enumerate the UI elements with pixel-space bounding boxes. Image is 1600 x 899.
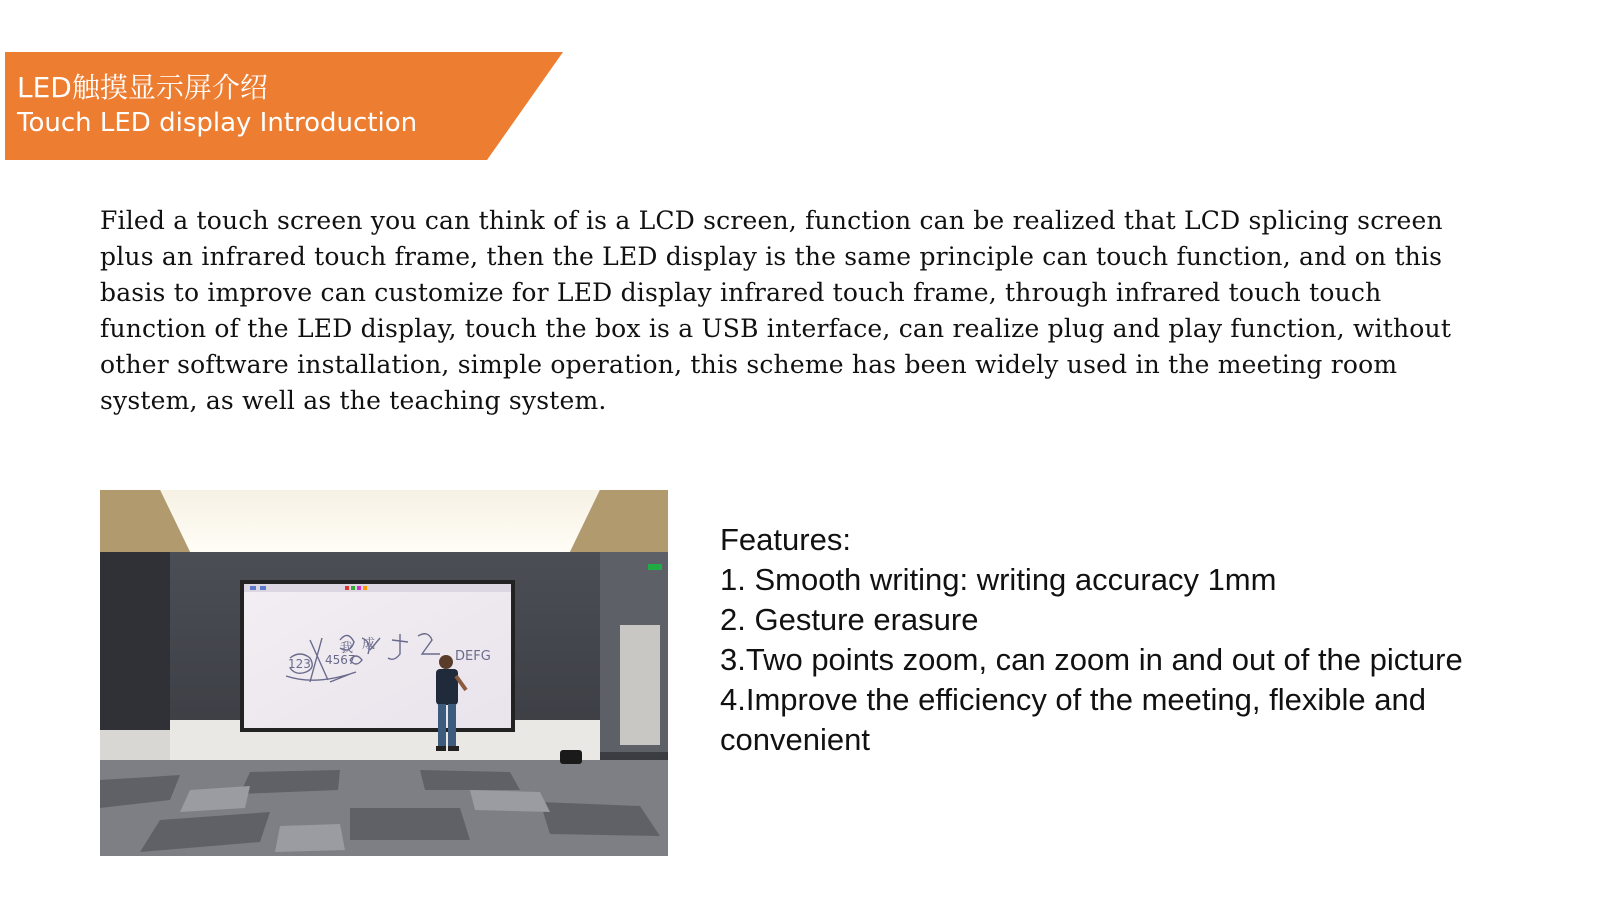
title-chinese: LED触摸显示屏介绍 xyxy=(17,71,268,104)
whiteboard-text-4567: 4567 xyxy=(325,653,356,667)
whiteboard-text-defg: DEFG xyxy=(455,649,491,664)
feature-item: 2. Gesture erasure xyxy=(720,602,979,637)
features-list xyxy=(720,520,1480,760)
whiteboard-text-wo: 我 xyxy=(340,641,354,656)
banner-shape xyxy=(5,52,563,160)
feature-item: 4.Improve the efficiency of the meeting, flexible and convenient xyxy=(720,682,1426,757)
feature-item: 3.Two points zoom, can zoom in and out of the picture xyxy=(720,642,1463,677)
intro-paragraph: Filed a touch screen you can think of is a LCD screen, function can be realized that LCD splicing screen plus an infrared touch frame, then the LED display is the same principle can touch function, and on this basis to improve can customize for LED display infrared touch frame, through infrared touch touch function of the LED display, touch the box is a USB interface, can realize plug and play function, without other software installation, simple operation, this scheme has been widely used in the meeting room system, as well as the teaching system. xyxy=(100,206,1452,415)
meeting-room-photo xyxy=(100,490,668,856)
whiteboard-text-123: 123 xyxy=(288,657,311,671)
whiteboard-text-cheng: 成 xyxy=(362,637,376,652)
title-banner xyxy=(5,52,563,160)
features-heading: Features: xyxy=(720,522,851,557)
title-english: Touch LED display Introduction xyxy=(17,108,418,138)
feature-item: 1. Smooth writing: writing accuracy 1mm xyxy=(720,562,1277,597)
